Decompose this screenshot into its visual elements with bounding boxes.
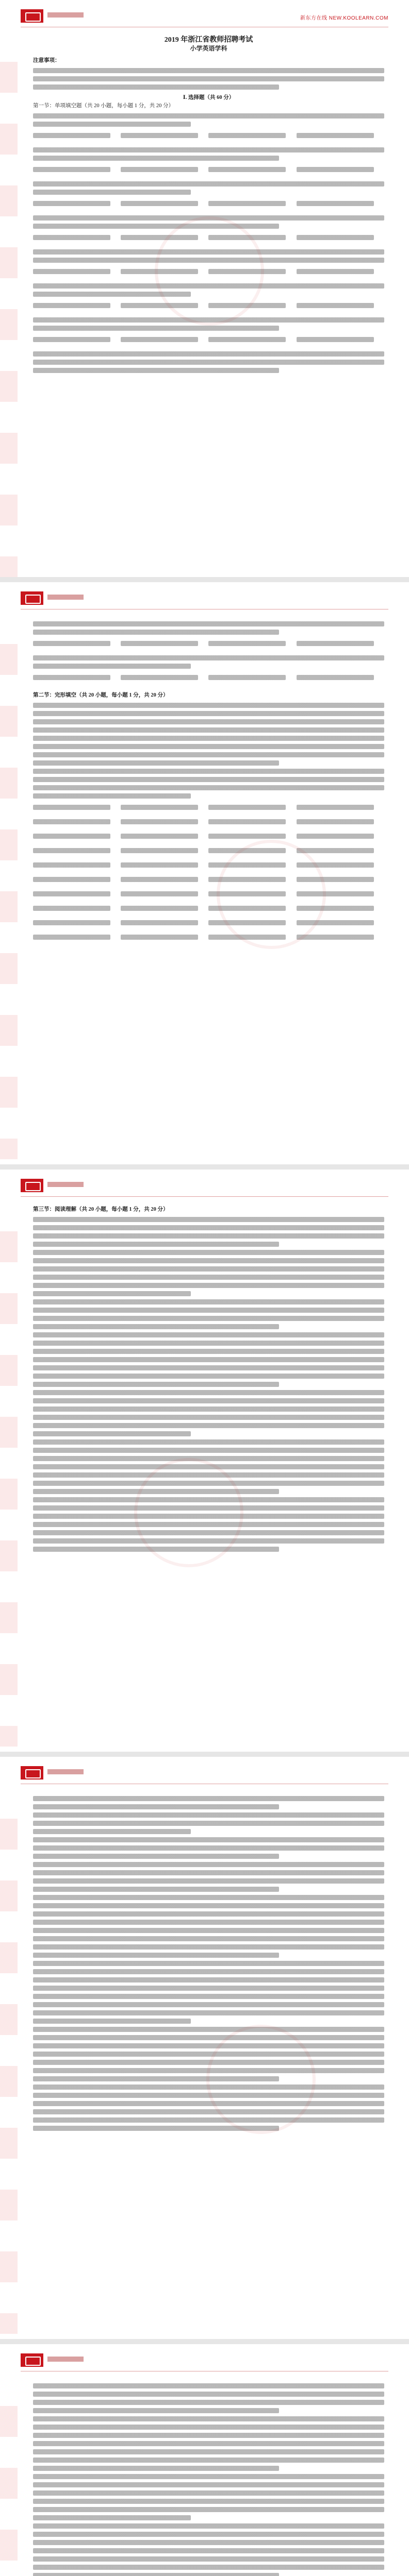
section-1-part-2: 第二节：完形填空（共 20 小题，每小题 1 分，共 20 分）: [33, 692, 169, 698]
page-header: [21, 1763, 388, 1784]
section-1-title: Ⅰ. 选择题（共 60 分）: [183, 95, 235, 100]
page-divider: [0, 1164, 409, 1170]
page-header: [21, 6, 388, 27]
side-margin-strip: [0, 613, 18, 1159]
watermark-stamp: [217, 840, 326, 949]
side-margin-strip: [0, 31, 18, 577]
page-header: [21, 2350, 388, 2371]
brand-wordmark: [47, 1768, 93, 1776]
page-3: [0, 1170, 409, 1752]
brand-wordmark: [47, 1181, 93, 1189]
page-5-body: [33, 2380, 384, 2576]
page-divider: [0, 1752, 409, 1757]
section-1-part-3: 第三节：阅读理解（共 20 小题，每小题 1 分，共 20 分）: [33, 1207, 169, 1212]
page-5: [0, 2344, 409, 2576]
notice-label: 注意事项：: [33, 58, 60, 63]
page-2-body: [33, 618, 384, 946]
section-1-part-1: 第一节：单项填空题（共 20 小题，每小题 1 分，共 20 分）: [33, 103, 174, 109]
brand-logo-icon: [21, 2353, 43, 2367]
brand-logo-icon: [21, 591, 43, 605]
page-2: [0, 582, 409, 1164]
header-brand-text: 新东方在线 NEW.KOOLEARN.COM: [300, 15, 388, 21]
page-header: [21, 588, 388, 609]
watermark-stamp: [134, 1458, 243, 1567]
side-margin-strip: [0, 1788, 18, 2334]
brand-logo-icon: [21, 1766, 43, 1780]
watermark-stamp: [155, 216, 264, 326]
brand-wordmark: [47, 2355, 93, 2364]
page-divider: [0, 577, 409, 582]
page-4: [0, 1757, 409, 2339]
exam-title: 2019 年浙江省教师招聘考试: [164, 36, 253, 44]
exam-subtitle: 小学英语学科: [190, 45, 227, 52]
page-divider: [0, 2339, 409, 2344]
side-margin-strip: [0, 1200, 18, 1747]
brand-wordmark: [47, 11, 93, 20]
brand-wordmark: [47, 594, 93, 602]
brand-logo-icon: [21, 1179, 43, 1192]
brand-logo-icon: [21, 9, 43, 23]
side-margin-strip: [0, 2375, 18, 2576]
page-header: [21, 1176, 388, 1197]
page-1: [0, 0, 409, 577]
watermark-stamp: [206, 2025, 316, 2134]
